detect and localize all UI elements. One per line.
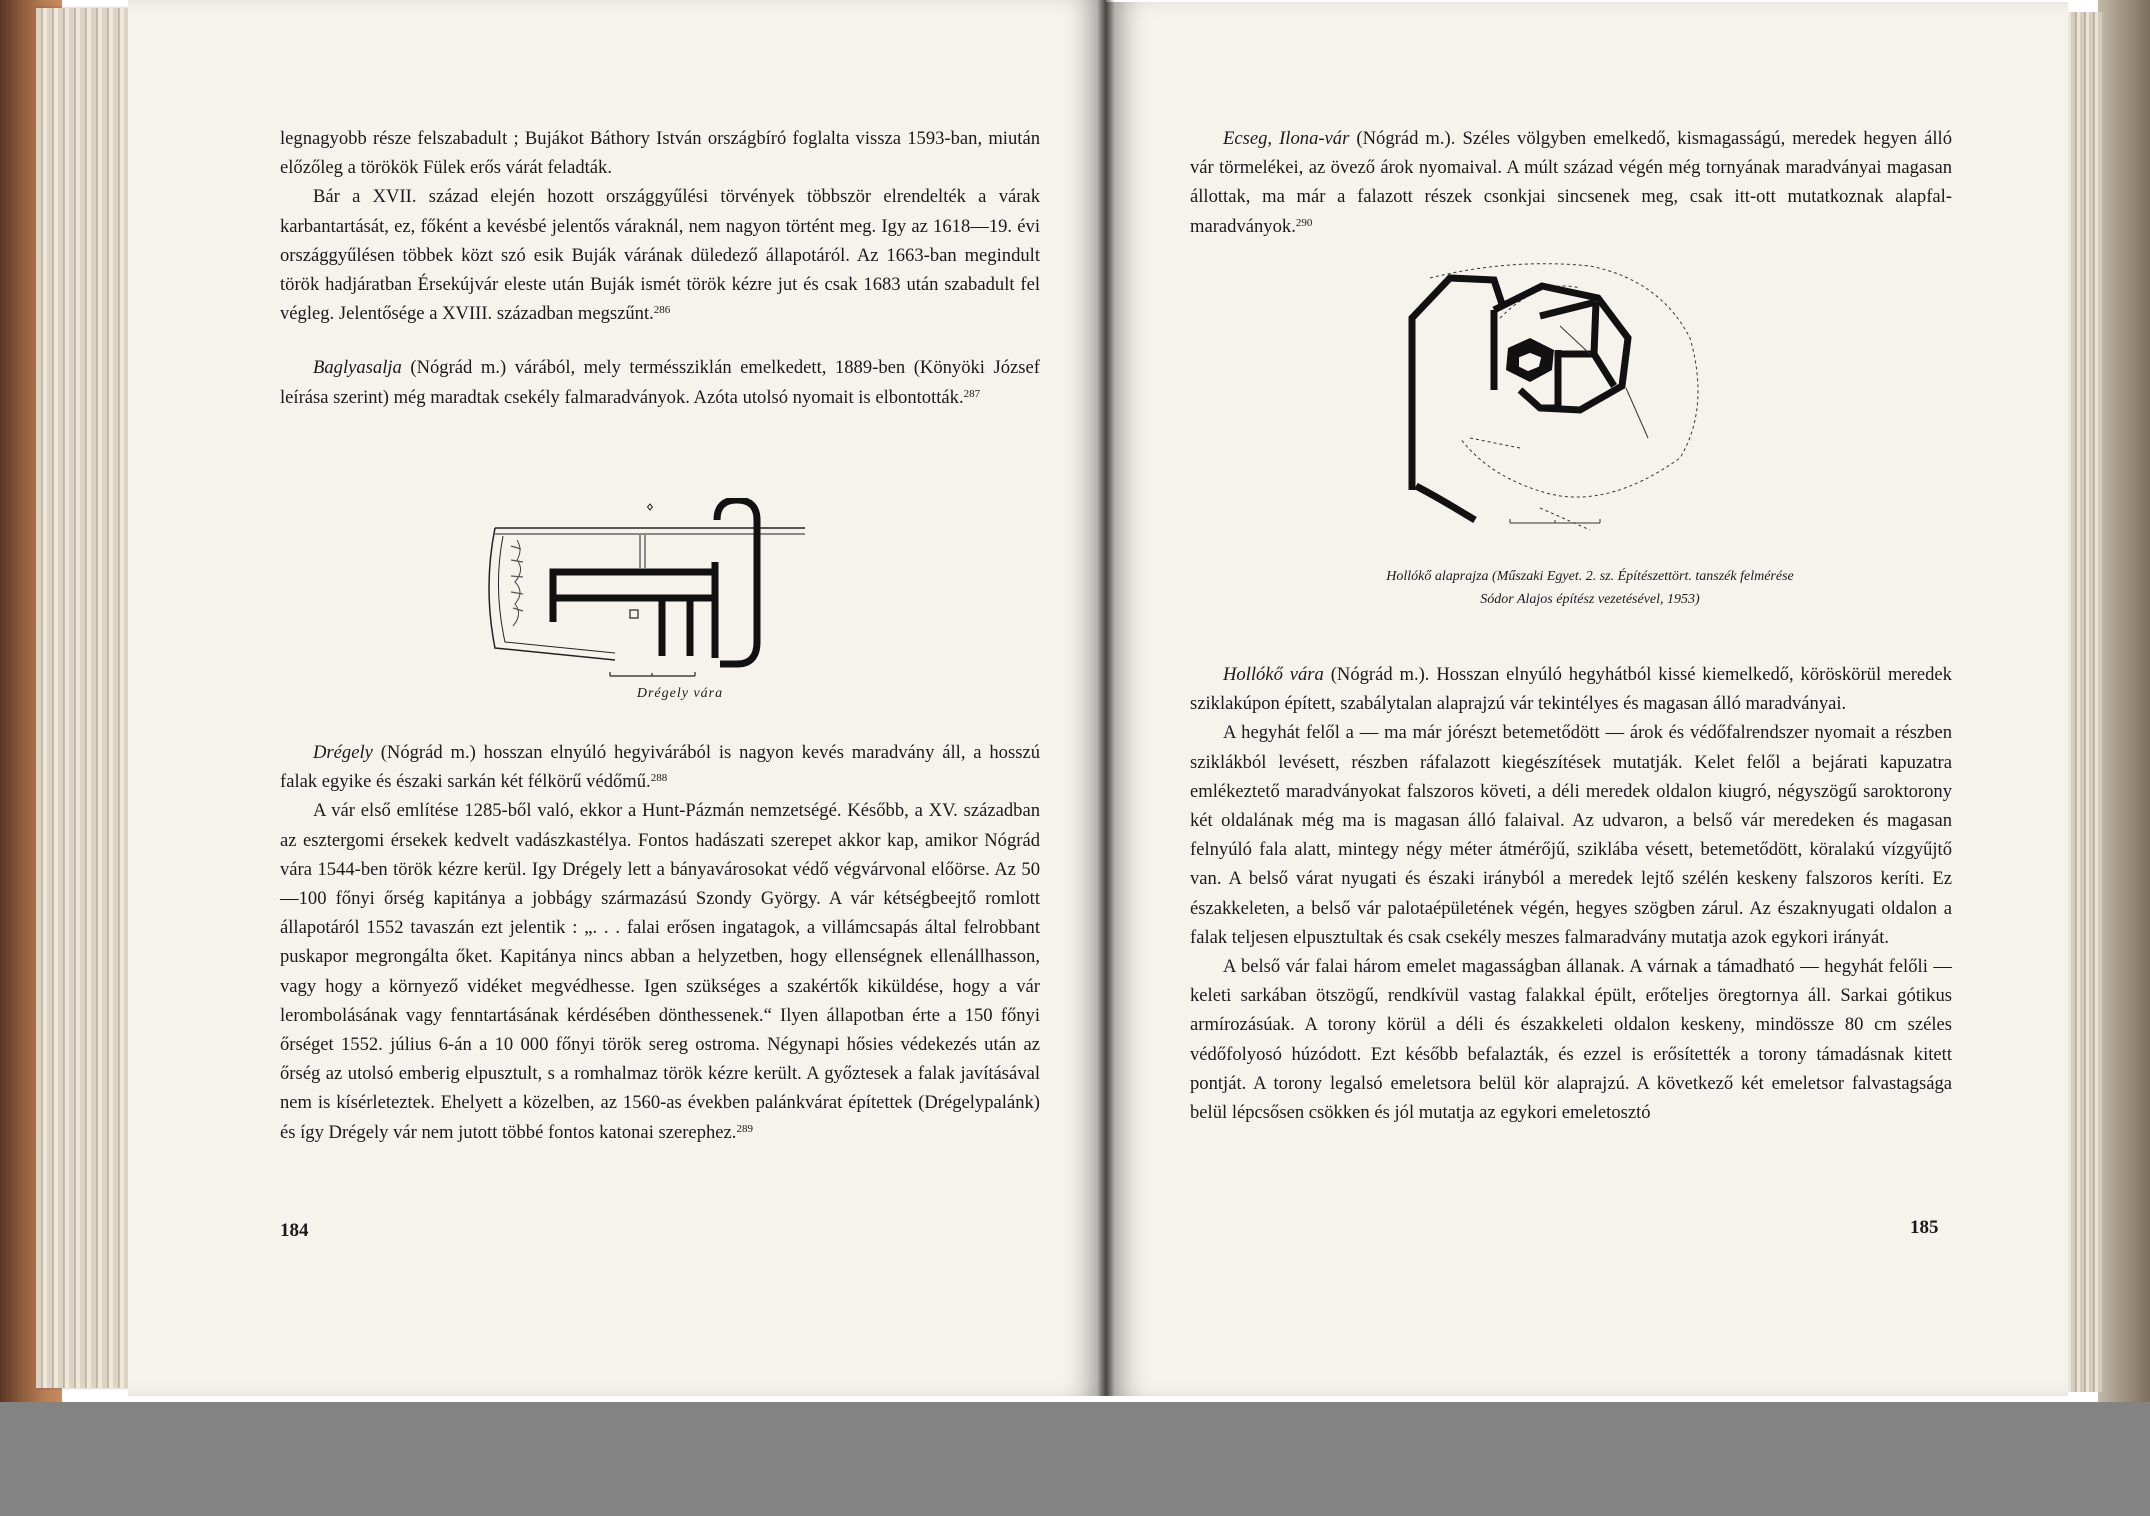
- left-page-text-bottom: [280, 738, 1040, 1147]
- paragraph: Baglyasalja (Nógrád m.) várából, mely terméssziklán emelkedett, 1889-ben (Könyöki József leírása szerint) még maradtak csekély falmaradványok. Azóta utolsó nyomait is elbontották.$^{287}$: [280, 357, 1040, 408]
- paragraph: A belső vár falai három emelet magasságban állanak. A várnak a támadható — hegyhát felőli — keleti sarkában ötszögű, rendkívül vastag falakkal épült, erőteljes öregtornya áll. Sarkai gótikus armírozásúak. A torony körül a déli és északkeleti oldalon keskeny, mindössze 80 cm széles védőfolyosó húzódott. Ezt később befalazták, és ezzel is erősítették a torony támadásnak kitett pontját. A torony legalsó emeletsora belül kör alaprajzú. A következő két emeletsor falvastagsága belül lépcsősen csökken és jól mutatja az egykori emeletosztó: [1190, 956, 1952, 1124]
- paragraph: A vár első említése 1285-ből való, ekkor a Hunt-Pázmán nemzetségé. Később, a XV. században az esztergomi érsekek kedvelt vadászkastélya. Fontos hadászati szerepet akkor kap, amikor Nógrád vára 1544-ben török kézre kerül. Igy Drégely lett a bányavárosokat védő végvárvonal előörse. Az 50—100 főnyi őrség kapitánya a jobbágy származású Szondy György. A vár kétségbeejtő romlott állapotáról 1552 tavaszán ezt jelentik : „. . . falai erősen ingatagok, a villámcsapás által felrobbant puskapor megrongálta őket. Kapitánya nincs abban a helyzetben, hogy ellenségnek ellenállhasson, vagy hogy a környező vidéket megvédhesse. Igen szükséges a szakértők kiküldése, hogy a vár lerombolásának vagy fenntartásának kérdésében dönthessenek.“ Ilyen állapotban érte a 150 főnyi őrséget 1552. július 6-án a 10 000 főnyi török sereg ostroma. Négynapi hősies védekezés után az őrség az utolsó emberig elpusztult, s a romhalmaz török kézre került. A győztesek a falak javításával nem is kísérleteztek. Ehelyett a közelben, az 1560-as években palánkvárat építettek (Drégelypalánk) és így Drégely vár nem jutott többé fontos katonai szerephez.$^{289}$: [280, 800, 1040, 1143]
- place-name: Baglyasalja: [313, 357, 402, 379]
- footnote-ref: 290: [1295, 216, 1313, 229]
- paragraph: Bár a XVII. század elején hozott országgyűlési törvények többször elrendelték a várak karbantartását, ez, főként a kevésbé jelentős váraknál, nem nagyon történt meg. Igy az 1618—19. évi országgyűlésen többek közt szó esik Buják várának düledező állapotáról. Az 1663-ban megindult török hadjáratban Érsekújvár eleste után Buják ismét török kézre jut és csak 1683 után szabadult fel végleg. Jelentősége a XVIII. században megszűnt.$^{286}$: [280, 186, 1040, 325]
- page-number: 185: [1910, 1217, 1939, 1238]
- paragraph: Drégely (Nógrád m.) hosszan elnyúló hegyivárából is nagyon kevés maradvány áll, a hosszú falak egyike és északi sarkán két félkörű védőmű.$^{288}$: [280, 742, 1040, 793]
- place-name: Hollókő vára: [1223, 664, 1324, 685]
- holloko-castle-plan: [1390, 258, 1770, 548]
- footnote-ref: 287: [963, 387, 981, 400]
- page-number: 184: [280, 1220, 309, 1241]
- book-cover-right: [2098, 0, 2150, 1402]
- place-name: Drégely: [313, 742, 373, 763]
- caption-line: Hollókő alaprajza (Műszaki Egyet. 2. sz. Építészettört. tanszék felmérése: [1386, 569, 1794, 584]
- place-name: Ecseg, Ilona-vár: [1223, 128, 1350, 149]
- page-edges-left: [36, 8, 136, 1388]
- book-gutter: [1098, 0, 1114, 1396]
- figure-caption: [1230, 565, 1950, 611]
- dregely-castle-plan: [475, 498, 835, 678]
- left-page-text-top: [280, 124, 1040, 412]
- figure-caption: Drégely vára: [636, 686, 724, 701]
- right-page-text-top: [1190, 124, 1952, 241]
- paragraph: legnagyobb része felszabadult ; Bujákot Báthory István országbíró foglalta vissza 1593-ban, miután előzőleg a törökök Fülek erős várát feladták.: [280, 128, 1040, 179]
- paragraph: Hollókő vára (Nógrád m.). Hosszan elnyúló hegyhátból kissé kiemelkedő, köröskörül meredek sziklakúpon épített, szabálytalan alaprajzú vár tekintélyes és magasan álló maradványai.: [1190, 664, 1952, 715]
- right-page-text-bottom: [1190, 660, 1952, 1127]
- footnote-ref: 288: [650, 772, 668, 785]
- caption-line: Sódor Alajos építész vezetésével, 1953): [1480, 592, 1700, 607]
- scanner-background: [0, 1402, 2150, 1516]
- footnote-ref: 289: [736, 1122, 753, 1135]
- paragraph: A hegyhát felől a — ma már jórészt betemetődött — árok és védőfalrendszer nyomait a részben sziklákból levésett, részben ráfalazott kiegészítések mutatják. Kelet felől a bejárati kapuzatra emlékeztető maradványokat falszoros követi, a déli meredek oldalon kiugró, négyszögű saroktorony két oldalának még ma is magasan álló falaival. Az udvaron, a belső vár meredeken és magasan felnyúló fala alatt, mintegy négy méter átmérőjű, sziklába vésett, betemetődött, köralakú vízgyűjtő van. A belső várat nyugati és északi irányból a meredek lejtő szélén keskeny falszoros keríti. Ez északkeleten, a belső vár palotaépületének végén, hegyes szögben zárul. Az északnyugati oldalon a falak teljesen elpusztultak és csak csekély meszes falmaradvány mutatja azok egykori irányát.: [1190, 722, 1952, 948]
- page-edges-right: [2062, 12, 2104, 1392]
- paragraph: Ecseg, Ilona-vár (Nógrád m.). Széles völgyben emelkedő, kismagasságú, meredek hegyen álló vár törmelékei, az övező árok nyomaival. A múlt század végén még tornyának maradványai magasan állottak, ma már a falazott részek csonkjai sincsenek meg, csak itt-ott mutatkoznak alapfal-maradványok.$^{290}$: [1190, 128, 1952, 237]
- footnote-ref: 286: [653, 304, 671, 317]
